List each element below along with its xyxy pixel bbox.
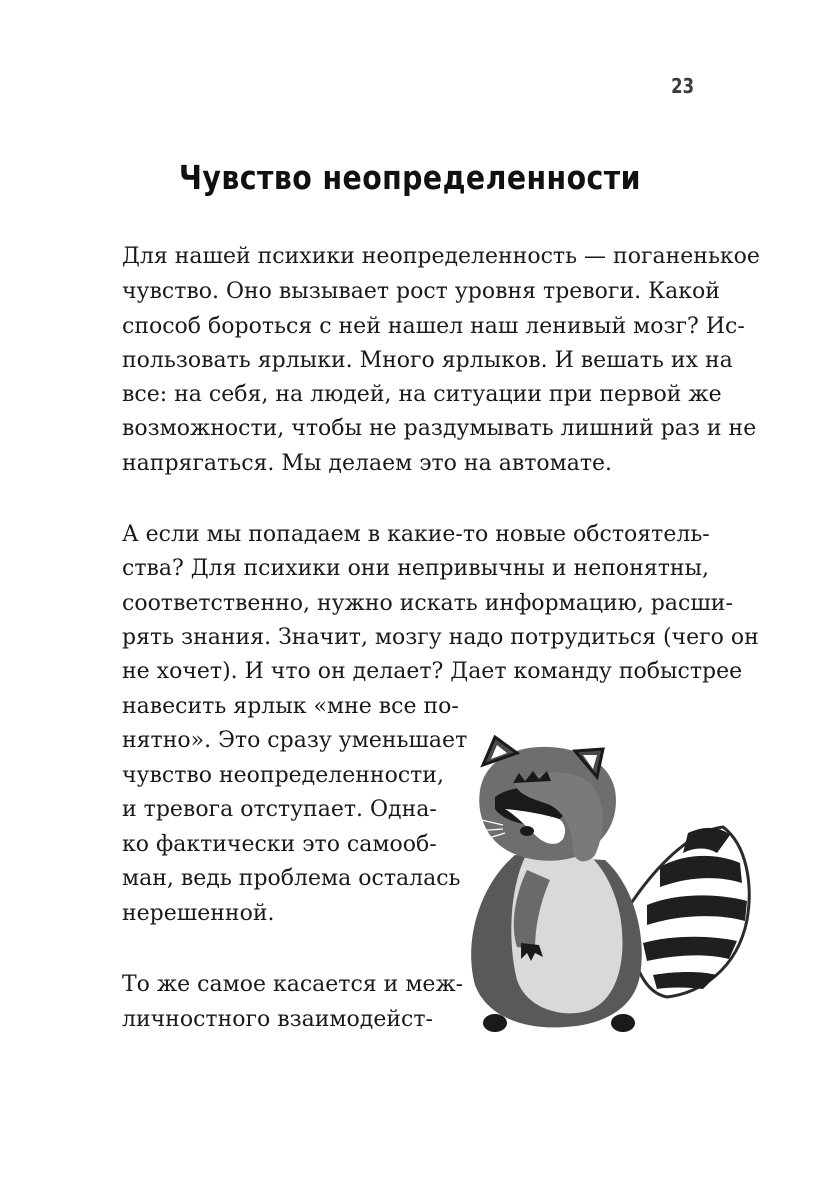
raccoon-right-foot	[611, 1014, 635, 1032]
text-line: личностного взаимодейст-	[122, 1007, 433, 1032]
text-line: чувство неопределенности,	[122, 763, 444, 788]
text-line: Для нашей психики неопределенность — поганенькое	[122, 244, 760, 269]
text-line: рять знания. Значит, мозгу надо потрудиться (чего он	[122, 625, 759, 650]
chapter-title: Чувство неопределенности	[179, 158, 641, 197]
text-line: навесить ярлык «мне все по-	[122, 694, 459, 719]
text-line: нятно». Это сразу уменьшает	[122, 728, 468, 753]
text-line: То же самое касается и меж-	[122, 972, 464, 997]
text-line: ства? Для психики они непривычны и непонятны,	[122, 556, 710, 581]
text-line: напрягаться. Мы делаем это на автомате.	[122, 451, 613, 476]
page-number: 23	[671, 74, 694, 98]
raccoon-nose	[520, 826, 534, 836]
text-line: способ бороться с ней нашел наш ленивый мозг? Ис-	[122, 314, 745, 339]
text-line: ман, ведь проблема осталась	[122, 866, 461, 891]
text-line: нерешенной.	[122, 901, 275, 926]
text-line: А если мы попадаем в какие-то новые обстоятель-	[122, 522, 710, 547]
text-line: и тревога отступает. Одна-	[122, 797, 437, 822]
text-line: чувство. Оно вызывает рост уровня тревоги. Какой	[122, 279, 720, 304]
text-line: ко фактически это самооб-	[122, 832, 437, 857]
text-line: пользовать ярлыки. Много ярлыков. И вешать их на	[122, 348, 733, 373]
text-line: возможности, чтобы не раздумывать лишний раз и не	[122, 416, 757, 441]
text-line: не хочет). И что он делает? Дает команду побыстрее	[122, 659, 743, 684]
text-line: соответственно, нужно искать информацию, расши-	[122, 591, 733, 616]
raccoon-covering-eyes-icon	[455, 735, 755, 1040]
raccoon-left-foot	[483, 1014, 507, 1032]
text-line: все: на себя, на людей, на ситуации при первой же	[122, 382, 722, 407]
raccoon-tail	[630, 827, 749, 997]
